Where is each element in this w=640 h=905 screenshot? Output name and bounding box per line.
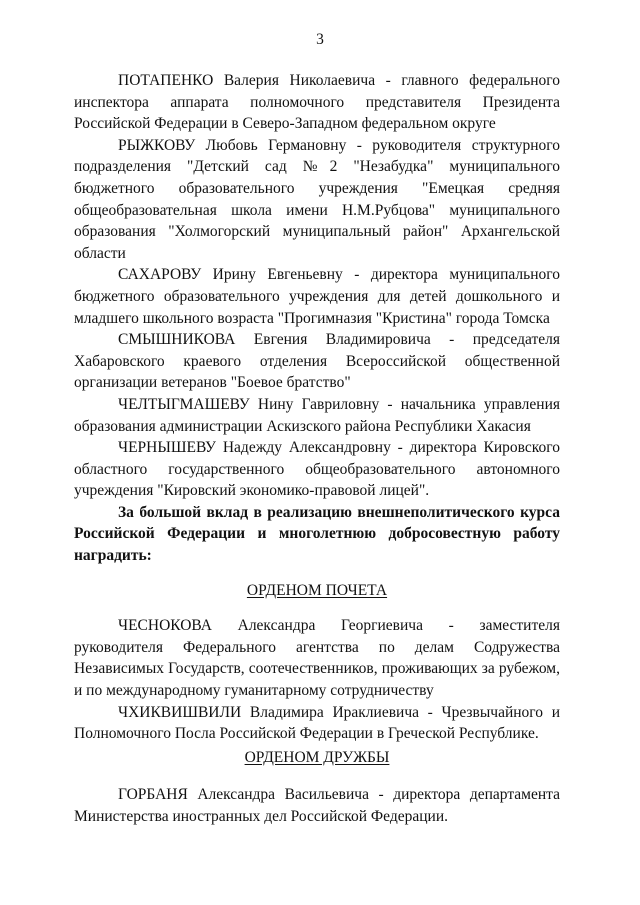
order-honor-title: ОРДЕНОМ ПОЧЕТА <box>246 581 388 599</box>
person-entry-chkhikvishvili: ЧХИКВИШВИЛИ Владимира Ираклиевича - Чрезвычайного и Полномочного Посла Российской Федерации в Греческой Республике. <box>74 703 560 743</box>
person-entry-chesnokov: ЧЕСНОКОВА Александра Георгиевича - заместителя руководителя Федерального агентства по делам Содружества Независимых Государств, соотечественников, проживающих за рубежом, и по международному гуманитарному сотрудничеству <box>74 617 560 700</box>
award-intro: За большой вклад в реализацию внешнеполитического курса Российской Федерации и многолетнюю добросовестную работу наградить: <box>74 503 560 565</box>
person-entry-ryzhkova: РЫЖКОВУ Любовь Германовну - руководителя структурного подразделения "Детский сад №2 "Незабудка" муниципального бюджетного образовательного учреждения "Емецкая средняя общеобразовательная школа имени Н.М.Рубцова" муниципального образования "Холмогорский муниципальный район" Архангельской области <box>74 136 560 262</box>
person-entry-potapenko: ПОТАПЕНКО Валерия Николаевича - главного федерального инспектора аппарата полномочного представителя Президента Российской Федерации в Северо-Западном федеральном округе <box>74 72 560 133</box>
person-entry-cheltygmasheva: ЧЕЛТЫГМАШЕВУ Нину Гавриловну - начальника управления образования администрации Аскизского района Республики Хакасия <box>74 395 560 435</box>
document-body <box>74 70 560 828</box>
person-entry-smyshnikov: СМЫШНИКОВА Евгения Владимировича - председателя Хабаровского краевого отделения Всероссийской общественной организации ветеранов "Боевое братство" <box>74 331 560 392</box>
page-number: 3 <box>316 31 324 48</box>
person-entry-gorban: ГОРБАНЯ Александра Васильевича - директора департамента Министерства иностранных дел Российской Федерации. <box>74 786 560 825</box>
order-friendship-title: ОРДЕНОМ ДРУЖБЫ <box>244 748 390 766</box>
person-entry-sakharova: САХАРОВУ Ирину Евгеньевну - директора муниципального бюджетного образовательного учреждения для детей дошкольного и младшего школьного возраста "Прогимназия "Кристина" города Томска <box>74 266 560 327</box>
person-entry-chernysheva: ЧЕРНЫШЕВУ Надежду Александровну - директора Кировского областного государственного общеобразовательного автономного учреждения "Кировский экономико-правовой лицей". <box>74 439 560 500</box>
